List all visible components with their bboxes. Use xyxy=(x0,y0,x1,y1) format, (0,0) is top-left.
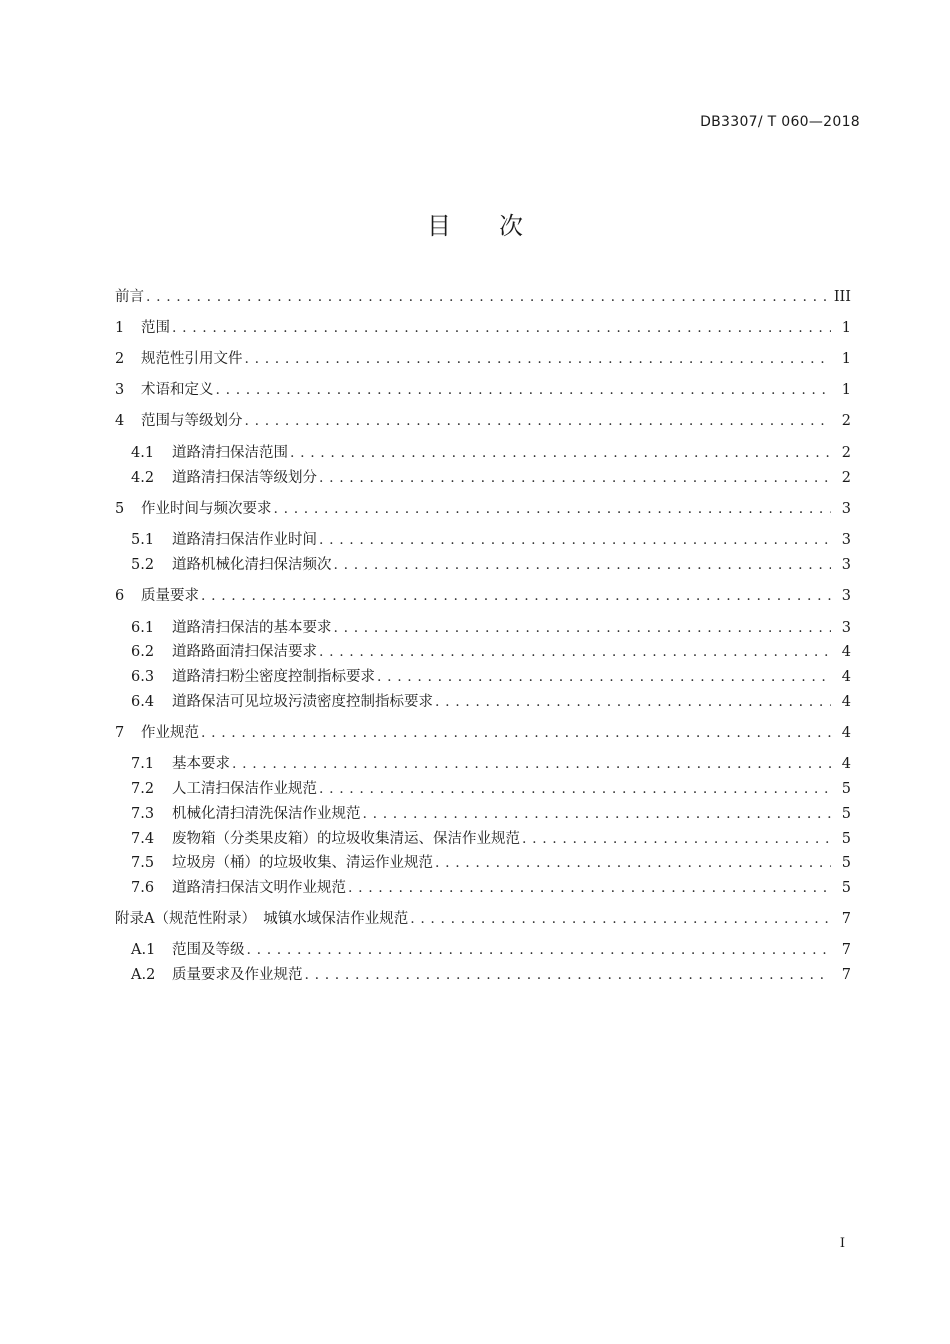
toc-leader-dots xyxy=(245,410,832,432)
toc-entry-page: 4 xyxy=(831,691,851,713)
toc-leader-dots xyxy=(319,467,831,489)
toc-entry-page: 3 xyxy=(831,617,851,639)
toc-leader-dots xyxy=(290,442,831,464)
toc-entry-number: 4.1 xyxy=(131,445,155,461)
toc-entry-label: 前言 xyxy=(115,286,146,308)
toc-entry[interactable] xyxy=(115,317,851,339)
toc-entry-number: 3 xyxy=(115,382,125,398)
toc-entry[interactable] xyxy=(131,778,851,800)
toc-entry-page: 5 xyxy=(831,852,851,874)
toc-entry[interactable] xyxy=(115,348,851,370)
toc-entry-number: 6.4 xyxy=(131,694,155,710)
toc-entry-number: 1 xyxy=(115,320,125,336)
toc-entry[interactable] xyxy=(115,498,851,520)
toc-entry[interactable] xyxy=(131,753,851,775)
toc-entry[interactable] xyxy=(115,722,851,744)
toc-entry[interactable] xyxy=(131,803,851,825)
toc-leader-dots xyxy=(245,348,832,370)
toc-entry-page: 3 xyxy=(831,498,851,520)
toc-leader-dots xyxy=(435,852,831,874)
toc-entry-number: A.2 xyxy=(131,967,156,983)
toc-leader-dots xyxy=(172,317,831,339)
toc-entry-label: 术语和定义 xyxy=(141,379,216,401)
toc-entry[interactable] xyxy=(131,467,851,489)
toc-entry-label: 附录A（规范性附录） 城镇水域保洁作业规范 xyxy=(115,908,410,930)
toc-entry-number: 7.2 xyxy=(131,781,155,797)
toc-entry-page: 1 xyxy=(831,348,851,370)
toc-entry-page: 3 xyxy=(831,529,851,551)
toc-entry-page: 7 xyxy=(831,964,851,986)
toc-entry-page: 2 xyxy=(831,467,851,489)
toc-entry-number: 6.1 xyxy=(131,620,155,636)
toc-entry-label: 人工清扫保洁作业规范 xyxy=(172,778,319,800)
toc-entry-number: 7.1 xyxy=(131,756,155,772)
toc-entry-label: 道路保洁可见垃圾污渍密度控制指标要求 xyxy=(172,691,435,713)
toc-leader-dots xyxy=(334,554,832,576)
toc-entry[interactable] xyxy=(131,617,851,639)
toc-entry-number: A.1 xyxy=(131,942,156,958)
toc-entry-page: 7 xyxy=(831,908,851,930)
toc-entry-label: 作业规范 xyxy=(141,722,201,744)
toc-entry[interactable] xyxy=(131,554,851,576)
document-code: DB3307/ T 060—2018 xyxy=(700,114,860,130)
toc-entry-page: 3 xyxy=(831,554,851,576)
toc-entry-label: 道路清扫保洁文明作业规范 xyxy=(172,877,348,899)
toc-entry-page: 5 xyxy=(831,877,851,899)
toc-entry[interactable] xyxy=(131,691,851,713)
toc-entry-number: 7 xyxy=(115,725,125,741)
toc-entry-page: 7 xyxy=(831,939,851,961)
toc-entry-label: 道路路面清扫保洁要求 xyxy=(172,641,319,663)
toc-entry-page: 4 xyxy=(831,722,851,744)
toc-entry-appendix[interactable] xyxy=(115,908,851,930)
toc-entry-label: 范围 xyxy=(141,317,172,339)
toc-leader-dots xyxy=(319,641,831,663)
toc-entry-label: 范围与等级划分 xyxy=(141,410,245,432)
toc-entry-number: 5 xyxy=(115,501,125,517)
toc-entry-foreword[interactable] xyxy=(115,286,851,308)
toc-leader-dots xyxy=(377,666,831,688)
toc-entry-number: 6 xyxy=(115,588,125,604)
toc-entry-number: 7.6 xyxy=(131,880,155,896)
toc-entry[interactable] xyxy=(131,641,851,663)
toc-leader-dots xyxy=(274,498,832,520)
toc-leader-dots xyxy=(348,877,831,899)
toc-entry-number: 4.2 xyxy=(131,470,155,486)
toc-entry-number: 7.3 xyxy=(131,806,155,822)
toc-entry[interactable] xyxy=(131,529,851,551)
toc-leader-dots xyxy=(410,908,831,930)
toc-entry-number: 7.5 xyxy=(131,855,155,871)
toc-entry[interactable] xyxy=(131,666,851,688)
toc-entry-page: 4 xyxy=(831,753,851,775)
toc-leader-dots xyxy=(334,617,832,639)
toc-entry[interactable] xyxy=(115,410,851,432)
title-char-2: 次 xyxy=(499,212,523,240)
toc-entry-label: 道路机械化清扫保洁频次 xyxy=(172,554,334,576)
toc-leader-dots xyxy=(146,286,830,308)
toc-entry-page: 1 xyxy=(831,317,851,339)
toc-entry-number: 4 xyxy=(115,413,125,429)
toc-entry-label: 作业时间与频次要求 xyxy=(141,498,274,520)
toc-leader-dots xyxy=(305,964,832,986)
toc-entry-label: 道路清扫保洁范围 xyxy=(172,442,290,464)
toc-entry-label: 道路清扫保洁的基本要求 xyxy=(172,617,334,639)
toc-entry-label: 道路清扫粉尘密度控制指标要求 xyxy=(172,666,377,688)
toc-leader-dots xyxy=(201,585,831,607)
toc-entry-label: 质量要求 xyxy=(141,585,201,607)
toc-entry[interactable] xyxy=(131,939,851,961)
toc-entry-page: 2 xyxy=(831,442,851,464)
toc-entry-label: 机械化清扫清洗保洁作业规范 xyxy=(172,803,363,825)
toc-entry-label: 范围及等级 xyxy=(172,939,247,961)
toc-entry-label: 质量要求及作业规范 xyxy=(172,964,305,986)
toc-entry[interactable] xyxy=(131,828,851,850)
toc-entry-number: 6.3 xyxy=(131,669,155,685)
toc-entry-label: 废物箱（分类果皮箱）的垃圾收集清运、保洁作业规范 xyxy=(172,828,522,850)
toc-entry-number: 5.1 xyxy=(131,532,155,548)
toc-leader-dots xyxy=(522,828,831,850)
toc-leader-dots xyxy=(232,753,831,775)
toc-entry-number: 7.4 xyxy=(131,831,155,847)
toc-entry[interactable] xyxy=(131,852,851,874)
toc-entry[interactable] xyxy=(131,964,851,986)
toc-leader-dots xyxy=(201,722,831,744)
toc-entry-page: 5 xyxy=(831,828,851,850)
toc-leader-dots xyxy=(435,691,831,713)
toc-entry-number: 5.2 xyxy=(131,557,155,573)
toc-leader-dots xyxy=(319,529,831,551)
toc-entry-page: 5 xyxy=(831,803,851,825)
toc-entry-page: 4 xyxy=(831,666,851,688)
toc-entry-page: III xyxy=(830,286,851,308)
toc-entry-label: 道路清扫保洁等级划分 xyxy=(172,467,319,489)
toc-entry[interactable] xyxy=(131,877,851,899)
toc-entry-label: 垃圾房（桶）的垃圾收集、清运作业规范 xyxy=(172,852,435,874)
toc-entry-number: 6.2 xyxy=(131,644,155,660)
toc-entry-page: 1 xyxy=(831,379,851,401)
toc-leader-dots xyxy=(319,778,831,800)
toc-entry-number: 2 xyxy=(115,351,125,367)
toc-entry-label: 道路清扫保洁作业时间 xyxy=(172,529,319,551)
toc-leader-dots xyxy=(216,379,832,401)
toc-entry-page: 3 xyxy=(831,585,851,607)
title-char-1: 目 xyxy=(427,212,451,240)
toc-leader-dots xyxy=(363,803,832,825)
toc-leader-dots xyxy=(247,939,832,961)
toc-entry-page: 4 xyxy=(831,641,851,663)
toc-entry-page: 2 xyxy=(831,410,851,432)
toc-entry[interactable] xyxy=(131,442,851,464)
page-title xyxy=(0,206,950,241)
toc-entry[interactable] xyxy=(115,585,851,607)
toc-entry[interactable] xyxy=(115,379,851,401)
toc-entry-label: 基本要求 xyxy=(172,753,232,775)
toc-entry-page: 5 xyxy=(831,778,851,800)
page-number: I xyxy=(839,1236,845,1251)
toc-entry-label: 规范性引用文件 xyxy=(141,348,245,370)
